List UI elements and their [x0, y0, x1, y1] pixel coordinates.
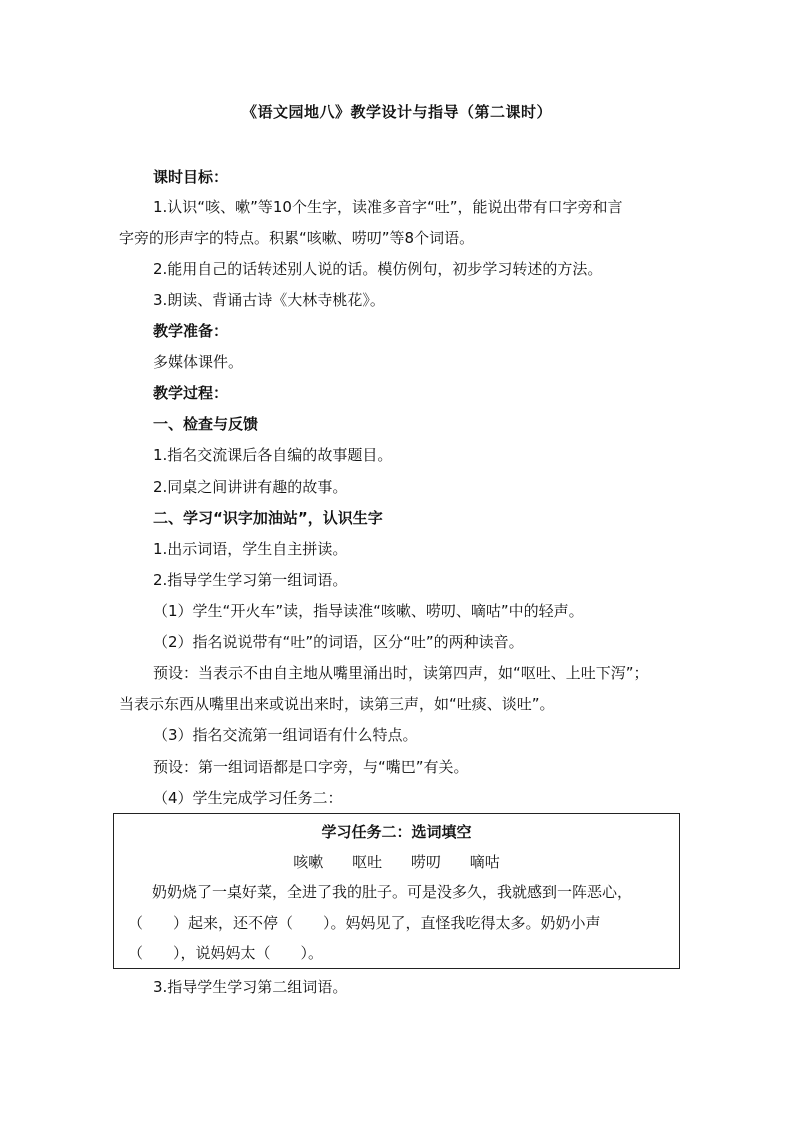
task-box: [113, 813, 680, 969]
goal-2: 2.能用自己的话转述别人说的话。模仿例句，初步学习转述的方法。: [153, 260, 603, 278]
sub-item-4: （4）学生完成学习任务二：: [153, 789, 343, 807]
prep-text: 多媒体课件。: [153, 353, 244, 371]
task-word-bank: [114, 852, 679, 872]
preset-1-line-2: 当表示东西从嘴里出来或说出来时，读第三声，如“吐痰、谈吐”。: [119, 695, 555, 713]
page-title: 《语文园地八》教学设计与指导（第二课时）: [241, 103, 552, 121]
part-2-item-1: 1.出示词语，学生自主拼读。: [153, 540, 348, 558]
part-1-item-2: 2.同桌之间讲讲有趣的故事。: [153, 478, 348, 496]
word-option: 呕吐: [352, 853, 383, 871]
task-box-title: 学习任务二：选词填空: [321, 823, 472, 841]
goal-1-line-1: 1.认识“咳、嗽”等10个生字，读准多音字“吐”，能说出带有口字旁和言: [153, 198, 623, 216]
word-option: 咳嗽: [293, 853, 324, 871]
word-option: 嘀咕: [469, 853, 500, 871]
goal-1-line-2: 字旁的形声字的特点。积累“咳嗽、唠叨”等8个词语。: [119, 229, 475, 247]
goals-heading: 课时目标：: [153, 168, 229, 186]
task-text-line-1: 奶奶烧了一桌好菜，全进了我的肚子。可是没多久，我就感到一阵恶心，: [152, 883, 633, 901]
sub-item-1: （1）学生“开火车”读，指导读准“咳嗽、唠叨、嘀咕”中的轻声。: [153, 602, 584, 620]
word-option: 唠叨: [410, 853, 441, 871]
part-2-item-2: 2.指导学生学习第一组词语。: [153, 571, 348, 589]
part-2-item-3: 3.指导学生学习第二组词语。: [153, 978, 348, 996]
process-heading: 教学过程：: [153, 384, 229, 402]
sub-item-3: （3）指名交流第一组词语有什么特点。: [153, 726, 418, 744]
task-text-line-2: （ ）起来，还不停（ ）。妈妈见了，直怪我吃得太多。奶奶小声: [128, 914, 601, 932]
goal-3: 3.朗读、背诵古诗《大林寺桃花》。: [153, 291, 385, 309]
preset-2: 预设：第一组词语都是口字旁，与“嘴巴”有关。: [153, 758, 469, 776]
part-1-item-1: 1.指名交流课后各自编的故事题目。: [153, 446, 393, 464]
prep-heading: 教学准备：: [153, 322, 229, 340]
preset-1-line-1: 预设：当表示不由自主地从嘴里涌出时，读第四声，如“呕吐、上吐下泻”；: [153, 664, 649, 682]
part-2-heading: 二、学习“识字加油站”，认识生字: [153, 509, 383, 527]
part-1-heading: 一、检查与反馈: [153, 415, 259, 433]
task-text-line-3: （ ），说妈妈太（ ）。: [128, 944, 324, 962]
sub-item-2: （2）指名说说带有“吐”的词语，区分“吐”的两种读音。: [153, 633, 524, 651]
